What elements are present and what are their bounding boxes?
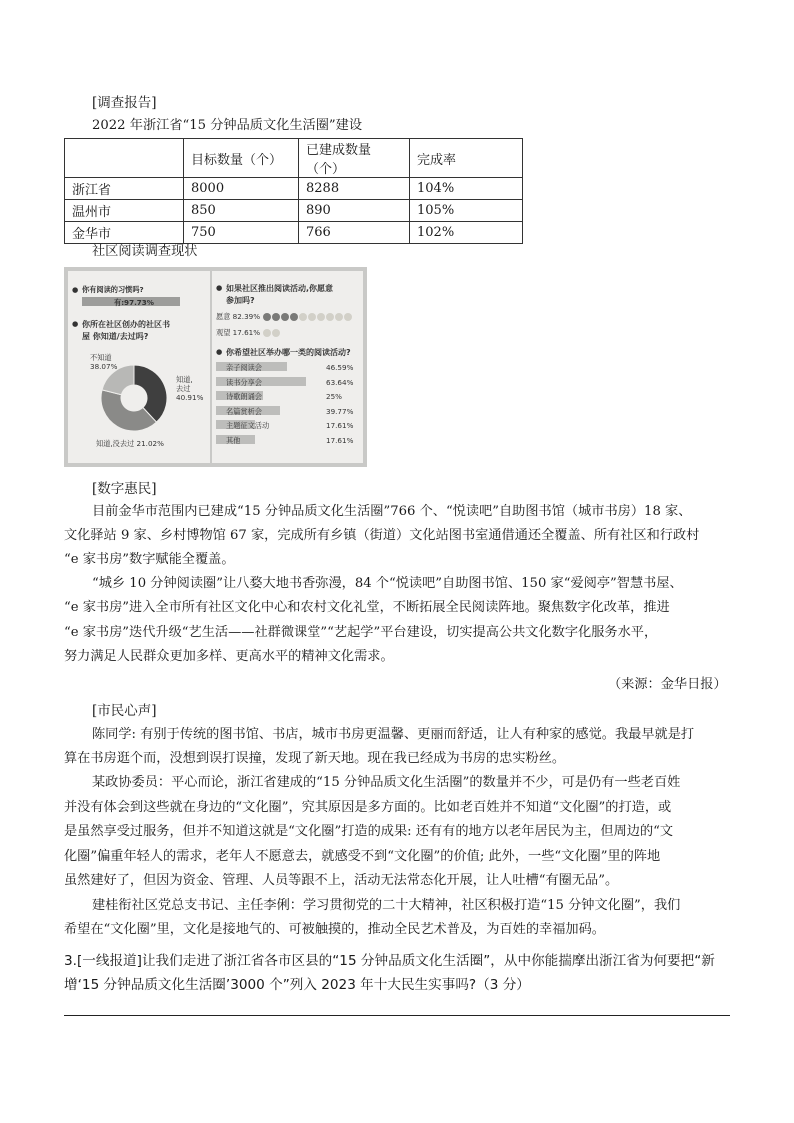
table-row — [65, 178, 523, 200]
digital-p2-line: 努力满足人民群众更加多样、更高水平的精神文化需求。 — [64, 649, 394, 664]
q2-text-line2: 屋 你知道/去过吗? — [82, 332, 149, 341]
survey-caption: 社区阅读调查现状 — [92, 244, 198, 259]
donut-label-visited: 知道, — [176, 375, 193, 384]
q2-text-line1: 你所在社区创办的社区书 — [82, 320, 170, 329]
question-line: 增‘15 分钟品质文化生活圈’3000 个”列入 2023 年十大民生实事吗?（3 分） — [64, 977, 530, 993]
moon-icon — [272, 313, 280, 321]
question-line: 3.[一线报道]让我们走进了浙江省各市区县的“15 分钟品质文化生活圈”，从中你能揣摩出浙江省为何要把“新 — [64, 953, 715, 969]
q1-text: 你有阅读的习惯吗? — [82, 285, 144, 294]
table-header-row — [65, 139, 523, 178]
activity-name: 亲子阅读会 — [226, 363, 262, 372]
moon-icon — [317, 313, 325, 321]
table-cell: 105% — [410, 200, 523, 222]
table-header-cell: 已建成数量（个） — [299, 139, 410, 178]
donut-chart — [92, 363, 176, 433]
moon-icon — [281, 313, 289, 321]
activity-name: 其他 — [226, 435, 241, 445]
moon-icon — [272, 329, 280, 337]
table-cell: 104% — [410, 178, 523, 200]
moon-icon — [308, 313, 316, 321]
q3-watch-label: 观望 17.61% — [216, 328, 261, 337]
digital-p1-line: 目前金华市范围内已建成“15 分钟品质文化生活圈”766 个、“悦读吧”自助图书馆（城市书房）18 家、 — [92, 504, 692, 519]
table-cell: 850 — [184, 200, 299, 222]
table-cell: 750 — [184, 222, 299, 244]
voices-p1-line: 算在书房逛个而，没想到误打误撞，发现了新天地。现在我已经成为书房的忠实粉丝。 — [64, 751, 566, 766]
activity-pct: 63.64% — [326, 377, 354, 387]
activity-pct: 46.59% — [326, 363, 354, 372]
digital-heading: [数字惠民] — [92, 481, 157, 497]
digital-p2-line: “城乡 10 分钟阅读圈”让八婺大地书香弥漫，84 个“悦读吧”自助图书馆、150 家“爱阅亭”智慧书屋、 — [92, 576, 683, 591]
activity-name: 名篇赏析会 — [226, 406, 262, 416]
table-cell: 温州市 — [65, 200, 184, 222]
survey-infographic — [64, 267, 367, 467]
voices-p2-line: 是虽然享受过服务，但并不知道这就是“文化圈”打造的成果: 还有有的地方以老年居民为主，但周边的“文 — [64, 824, 674, 839]
table-header-cell: 目标数量（个） — [184, 139, 299, 178]
table-cell: 766 — [299, 222, 410, 244]
q4-bullet-icon: ● — [216, 347, 223, 356]
q1-answer: 有:97.73% — [114, 298, 154, 307]
moon-icon — [263, 313, 271, 321]
table-row — [65, 222, 523, 244]
voices-p2-line: 化圈”偏重年轻人的需求，老年人不愿意去，就感受不到“文化圈”的价值; 此外，一些“文化圈”里的阵地 — [64, 849, 661, 864]
digital-p1-line: “e 家书房”数字赋能全覆盖。 — [64, 552, 235, 567]
voices-p2-line: 某政协委员：平心而论，浙江省建成的“15 分钟品质文化生活圈”的数量并不少，可是仍有一些老百姓 — [92, 775, 681, 790]
table-cell: 浙江省 — [65, 178, 184, 200]
activity-name: 主题征文活动 — [226, 421, 270, 430]
table-cell: 金华市 — [65, 222, 184, 244]
q3-watch — [216, 328, 280, 338]
voices-p3-line: 建桂衔社区党总支书记、主任李俐：学习贯彻党的二十大精神，社区积极打造“15 分钟文化圈”，我们 — [92, 898, 681, 913]
activity-pct: 17.61% — [326, 421, 354, 430]
moon-icon — [263, 329, 271, 337]
q3-text-line2: 参加吗? — [226, 296, 255, 305]
donut-label-visited-pct: 40.91% — [176, 393, 204, 402]
table-cell: 890 — [299, 200, 410, 222]
voices-p2-line: 并没有体会到这些就在身边的“文化圈”，究其原因是多方面的。比如老百姓并不知道“文化圈”的打造，或 — [64, 800, 672, 815]
completion-table — [64, 138, 523, 244]
q4-text: 你希望社区举办哪一类的阅读活动? — [226, 348, 351, 357]
q3-yes-label: 愿意 82.39% — [216, 312, 261, 321]
donut-label-unknown: 不知道 — [90, 353, 112, 362]
table-cell: 102% — [410, 222, 523, 244]
donut-label-unknown-pct: 38.07% — [90, 362, 118, 371]
donut-label-visited-2: 去过 — [176, 384, 191, 393]
table-header-cell — [65, 139, 184, 178]
digital-p1-line: 文化驿站 9 家、乡村博物馆 67 家，完成所有乡镇（街道）文化站图书室通借通还全覆盖、所有社区和行政村 — [64, 528, 700, 543]
moon-icon — [299, 313, 307, 321]
donut-label-not-visited: 知道,没去过 21.02% — [96, 439, 164, 448]
q1-bullet-icon: ● — [72, 285, 79, 294]
digital-source: （来源：金华日报） — [608, 677, 727, 692]
table-title: 2022 年浙江省“15 分钟品质文化生活圈”建设 — [92, 118, 363, 133]
table-header-cell: 完成率 — [410, 139, 523, 178]
digital-p2-line: “e 家书房”进入全市所有社区文化中心和农村文化礼堂，不断拓展全民阅读阵地。聚焦数字化改革，推进 — [64, 600, 670, 615]
activity-pct: 17.61% — [326, 435, 354, 445]
activity-name: 诗歌朗诵会 — [226, 392, 262, 401]
moon-icon — [326, 313, 334, 321]
table-cell: 8288 — [299, 178, 410, 200]
digital-p2-line: “e 家书房”迭代升级“艺生活——社群微课堂”“艺起学”平台建设，切实提高公共文化数字化服务水平， — [64, 625, 658, 640]
moon-icon — [290, 313, 298, 321]
report-heading: [调查报告] — [92, 95, 157, 111]
activity-name: 读书分享会 — [226, 377, 262, 387]
donut-slice-2 — [102, 365, 134, 395]
activity-pct: 39.77% — [326, 406, 354, 416]
q3-yes — [216, 312, 352, 322]
q2-bullet-icon: ● — [72, 319, 79, 328]
voices-p3-line: 希望在“文化圈”里，文化是接地气的、可被触摸的，推动全民艺术普及，为百姓的幸福加码。 — [64, 922, 605, 937]
voices-p2-line: 虽然建好了，但因为资金、管理、人员等跟不上，活动无法常态化开展，让人吐槽“有圈无品”。 — [64, 873, 619, 888]
q3-bullet-icon: ● — [216, 283, 223, 292]
answer-line[interactable] — [64, 1015, 730, 1016]
voices-p1-line: 陈同学: 有别于传统的图书馆、书店，城市书房更温馨、更丽而舒适，让人有种家的感觉。我最早就是打 — [92, 727, 695, 742]
activity-pct: 25% — [326, 392, 342, 401]
moon-icon — [344, 313, 352, 321]
q3-text-line1: 如果社区推出阅读活动,你愿意 — [226, 284, 334, 293]
voices-heading: [市民心声] — [92, 703, 157, 719]
table-cell: 8000 — [184, 178, 299, 200]
moon-icon — [335, 313, 343, 321]
table-row — [65, 200, 523, 222]
